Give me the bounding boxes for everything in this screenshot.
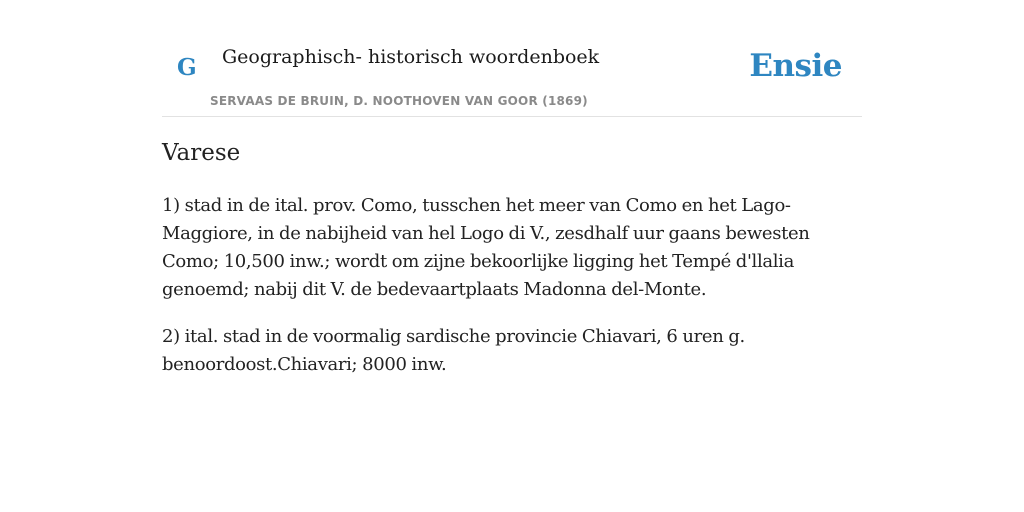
book-letter-badge[interactable]: G xyxy=(177,54,197,81)
book-author: SERVAAS DE BRUIN, D. NOOTHOVEN VAN GOOR (1869) xyxy=(210,94,588,108)
entry-definitions xyxy=(162,192,862,398)
ensie-logo-link[interactable]: Ensie xyxy=(749,48,842,84)
definition-paragraph: 2) ital. stad in de voormalig sardische provincie Chiavari, 6 uren g. benoordoost.Chiavari; 8000 inw. xyxy=(162,326,745,375)
entry-title: Varese xyxy=(162,140,241,166)
page-container xyxy=(162,0,862,375)
book-title-link[interactable]: Geographisch- historisch woordenboek xyxy=(222,46,600,68)
book-header xyxy=(162,0,862,117)
definition-paragraph: 1) stad in de ital. prov. Como, tusschen het meer van Como en het Lago-Maggiore, in de nabijheid van hel Logo di V., zesdhalf uur gaans bewesten Como; 10,500 inw.; wordt om zijne bekoorlijke ligging het Tempé d'llalia genoemd; nabij dit V. de bedevaartplaats Madonna del-Monte. xyxy=(162,195,810,300)
